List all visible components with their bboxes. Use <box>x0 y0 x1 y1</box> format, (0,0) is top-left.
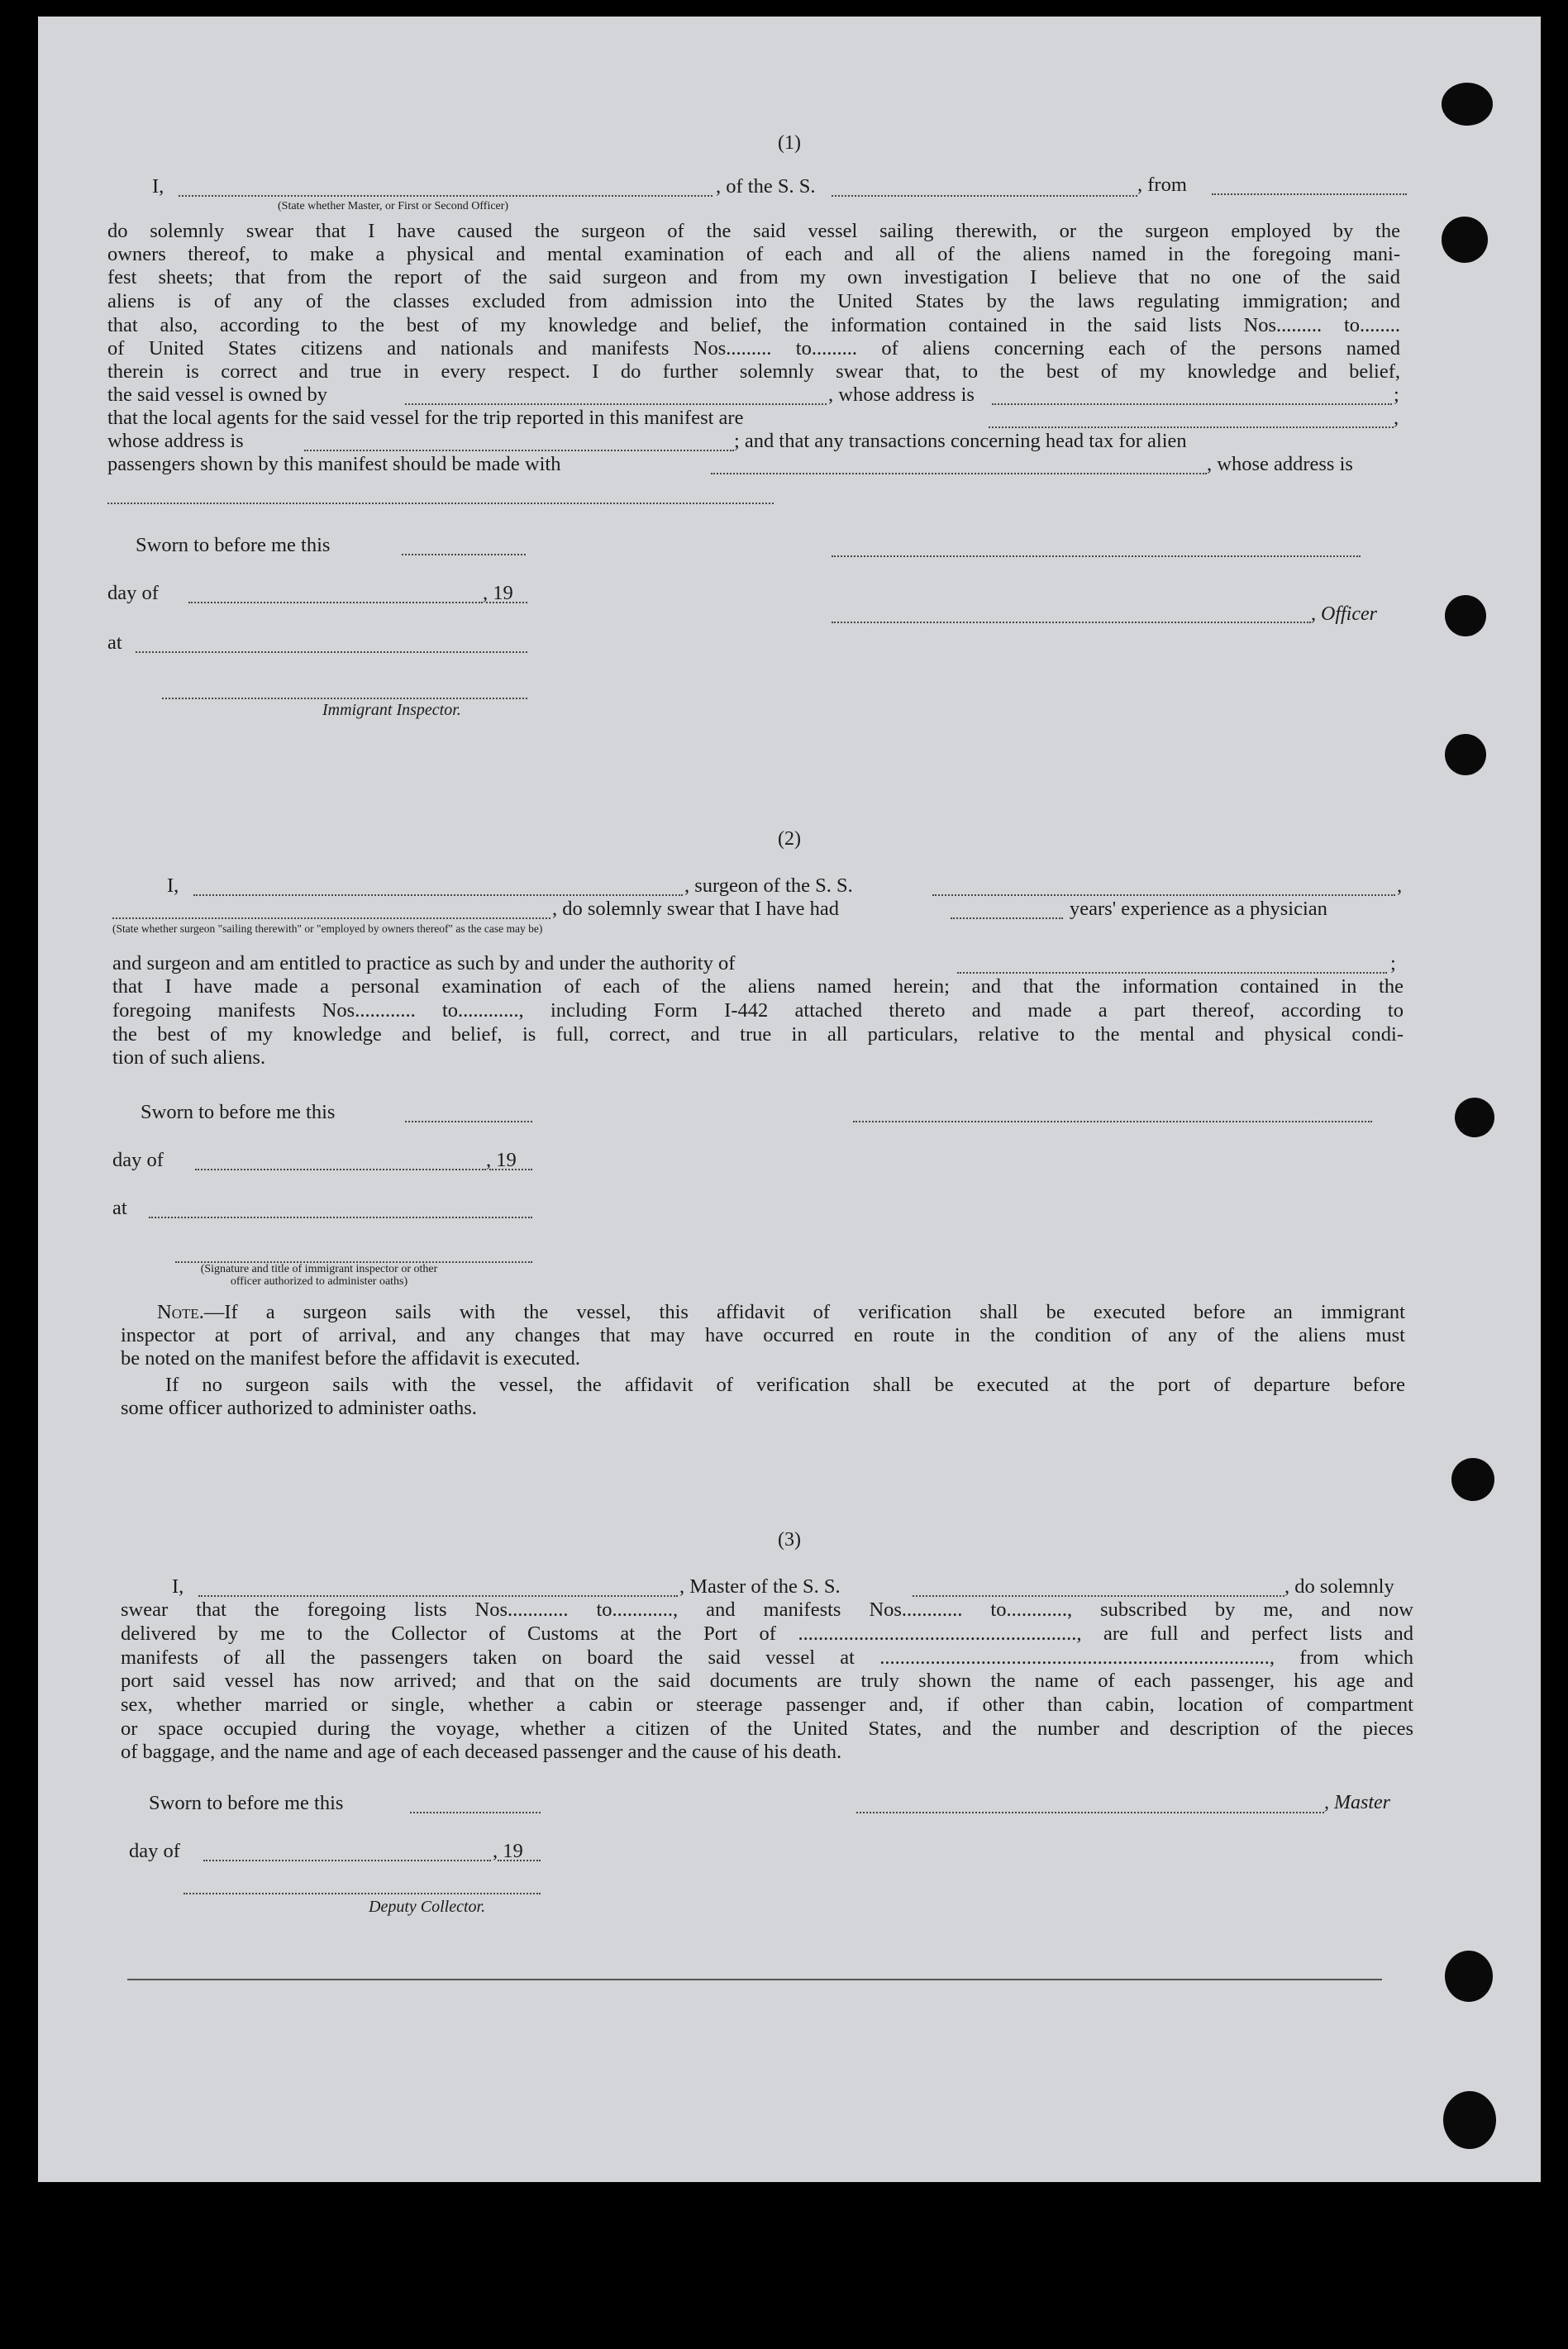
s2-blank-surgeon-signature <box>853 1121 1372 1122</box>
s1-semicolon: ; <box>1394 384 1399 406</box>
s2-line1-i: I, <box>167 874 179 897</box>
s1-head-tax: ; and that any transactions concerning head tax for alien <box>734 430 1187 452</box>
s2-blank-sworn-date <box>405 1121 532 1122</box>
bottom-rule <box>127 1979 1382 1980</box>
s3-line-7: or space occupied during the voyage, whether a citizen of the United States, and the number and description of the pieces <box>121 1718 1413 1740</box>
s1-line-8: therein is correct and true in every respect. I do further solemnly swear that, to the best of my knowledge and belief, <box>107 360 1400 383</box>
s3-line-4: manifests of all the passengers taken on board the said vessel at ............................................................................., from which <box>121 1646 1413 1669</box>
s1-year: , 19 <box>483 582 513 604</box>
s1-blank-agents-address <box>304 450 734 451</box>
s1-blank-agents <box>989 426 1394 428</box>
s2-surgeon-note: (State whether surgeon "sailing therewith" or "employed by owners thereof" as the case may be) <box>112 922 543 935</box>
s1-whose-address: , whose address is <box>1207 453 1353 475</box>
s3-master-label: , Master <box>1324 1792 1390 1813</box>
s2-line1-comma: , <box>1397 874 1403 897</box>
s2-years-experience: years' experience as a physician <box>1070 898 1327 920</box>
s3-blank-year <box>498 1860 541 1861</box>
s1-blank-ship <box>832 195 1137 197</box>
s2-authority-semicolon: ; <box>1390 952 1396 974</box>
s1-blank-headtax <box>711 473 1207 474</box>
s1-officer-label: , Officer <box>1311 603 1377 625</box>
s2-blank-year <box>489 1169 532 1170</box>
s1-blank-owner-address <box>992 403 1392 405</box>
s2-line-5: foregoing manifests Nos............ to............, including Form I-442 attached thereto and made a part thereof, according to <box>112 999 1404 1022</box>
s1-passengers: passengers shown by this manifest should be made with <box>107 453 561 475</box>
s3-collector-label: Deputy Collector. <box>369 1898 486 1916</box>
s1-owner-address: , whose address is <box>828 384 975 406</box>
s3-line-5: port said vessel has now arrived; and that on the said documents are truly shown the name of each passenger, his age and <box>121 1670 1413 1692</box>
s2-solemnly-swear: , do solemnly swear that I have had <box>552 898 839 920</box>
s1-at: at <box>107 631 122 654</box>
punch-hole <box>1445 595 1486 636</box>
section-1-heading: (1) <box>778 132 801 154</box>
s2-blank-ship <box>932 894 1395 896</box>
s2-note-line-1 <box>157 1301 1405 1324</box>
s2-line-7: tion of such aliens. <box>112 1046 266 1069</box>
s2-signature-note: (Signature and title of immigrant inspector or other officer authorized to administer oaths) <box>200 1263 438 1288</box>
s2-surgeon-of-ss: , surgeon of the S. S. <box>684 874 853 897</box>
s1-blank-officer-signature-1 <box>832 555 1361 557</box>
s2-blank-month <box>195 1169 486 1170</box>
s1-officer-note: (State whether Master, or First or Second Officer) <box>278 200 509 212</box>
s2-sworn: Sworn to before me this <box>141 1101 336 1123</box>
punch-hole <box>1443 2091 1496 2149</box>
s1-blank-owner <box>405 403 827 405</box>
s3-blank-master-name <box>198 1595 678 1597</box>
s3-line1-i: I, <box>172 1575 184 1598</box>
punch-hole <box>1442 217 1488 263</box>
s1-line1-i: I, <box>152 175 164 198</box>
s1-blank-sworn-date <box>402 554 526 555</box>
s1-agents-comma: , <box>1394 407 1399 429</box>
s1-line-3: owners thereof, to make a physical and mental examination of each and all of the aliens named in the foregoing mani- <box>107 243 1400 265</box>
s3-master-of-ss: , Master of the S. S. <box>679 1575 841 1598</box>
s1-line1-ss: , of the S. S. <box>716 175 816 198</box>
section-2-heading: (2) <box>778 828 801 850</box>
s2-note-line-3: be noted on the manifest before the affidavit is executed. <box>121 1347 581 1370</box>
s1-blank-from <box>1212 193 1407 195</box>
s1-line-5: aliens is of any of the classes excluded from admission into the United States by the laws regulating immigration; and <box>107 290 1400 312</box>
punch-hole <box>1442 83 1493 126</box>
section-3-heading: (3) <box>778 1529 801 1551</box>
s3-blank-ship <box>913 1595 1284 1597</box>
s2-at: at <box>112 1197 127 1219</box>
s1-line-7: of United States citizens and nationals and manifests Nos......... to......... of aliens concerning each of the persons named <box>107 337 1400 360</box>
s1-line1-from: , from <box>1137 174 1187 196</box>
s2-note2-line-2: some officer authorized to administer oaths. <box>121 1397 477 1419</box>
s2-line-6: the best of my knowledge and belief, is full, correct, and true in all particulars, relative to the mental and physical condi- <box>112 1023 1404 1046</box>
s3-day-of: day of <box>129 1840 180 1862</box>
s2-note-text-1: —If a surgeon sails with the vessel, this affidavit of verification shall be executed before an immigrant <box>203 1301 1405 1323</box>
s3-do-solemnly: , do solemnly <box>1284 1575 1394 1598</box>
s2-year: , 19 <box>486 1149 517 1171</box>
s1-blank-officer-signature-2 <box>832 622 1311 623</box>
s1-inspector-label: Immigrant Inspector. <box>322 701 461 719</box>
punch-hole <box>1445 734 1486 775</box>
s2-note-label: Note. <box>157 1301 204 1323</box>
s3-line-3: delivered by me to the Collector of Customs at the Port of ......................................................., are full and perfect lists and <box>121 1622 1413 1645</box>
s2-blank-surgeon-name <box>193 894 683 896</box>
s3-line-8: of baggage, and the name and age of each deceased passenger and the cause of his death. <box>121 1741 842 1763</box>
s1-agents: that the local agents for the said vessel for the trip reported in this manifest are <box>107 407 744 429</box>
s1-blank-month <box>188 602 483 603</box>
s1-blank-place <box>136 651 527 653</box>
s1-day-of: day of <box>107 582 159 604</box>
punch-hole <box>1451 1458 1494 1501</box>
s1-blank-headtax-address <box>107 503 774 504</box>
s3-blank-sworn-date <box>410 1812 541 1813</box>
s2-blank-place <box>149 1217 532 1218</box>
s3-line-2: swear that the foregoing lists Nos............ to............, and manifests Nos............ to............, subscribed by me, and now <box>121 1599 1413 1621</box>
s2-note-line-2: inspector at port of arrival, and any changes that may have occurred en route in the condition of any of the aliens must <box>121 1324 1405 1346</box>
s1-owned-by: the said vessel is owned by <box>107 384 328 406</box>
s3-blank-month <box>203 1860 491 1861</box>
s2-day-of: day of <box>112 1149 164 1171</box>
s1-agents-address: whose address is <box>107 430 244 452</box>
s3-sworn: Sworn to before me this <box>149 1792 344 1814</box>
s1-line-2: do solemnly swear that I have caused the surgeon of the said vessel sailing therewith, or the surgeon employed by the <box>107 220 1400 242</box>
punch-hole <box>1445 1951 1493 2002</box>
s1-blank-inspector <box>162 698 527 699</box>
s1-blank-year <box>486 602 527 603</box>
s3-line-6: sex, whether married or single, whether a cabin or steerage passenger and, if other than cabin, location of compartment <box>121 1694 1413 1716</box>
s2-blank-authority <box>957 972 1387 974</box>
s2-blank-years <box>951 917 1063 919</box>
s1-sworn: Sworn to before me this <box>136 534 331 556</box>
s3-blank-collector <box>183 1893 541 1894</box>
s2-authority: and surgeon and am entitled to practice as such by and under the authority of <box>112 952 736 974</box>
s1-line-4: fest sheets; that from the report of the said surgeon and from my own investigation I believe that no one of the said <box>107 266 1400 288</box>
s1-line-6: that also, according to the best of my knowledge and belief, the information contained in the said lists Nos......... to........ <box>107 314 1400 336</box>
s1-blank-officer <box>179 195 713 197</box>
punch-hole <box>1455 1098 1494 1137</box>
s2-line-4: that I have made a personal examination of each of the aliens named herein; and that the information contained in the <box>112 975 1404 998</box>
s3-blank-master-signature <box>856 1812 1324 1813</box>
s2-note2-line-1: If no surgeon sails with the vessel, the affidavit of verification shall be executed at the port of departure before <box>165 1374 1405 1396</box>
s2-blank-sailing <box>112 917 550 919</box>
s3-year: , 19 <box>493 1840 523 1862</box>
manifest-page <box>38 17 1541 2182</box>
